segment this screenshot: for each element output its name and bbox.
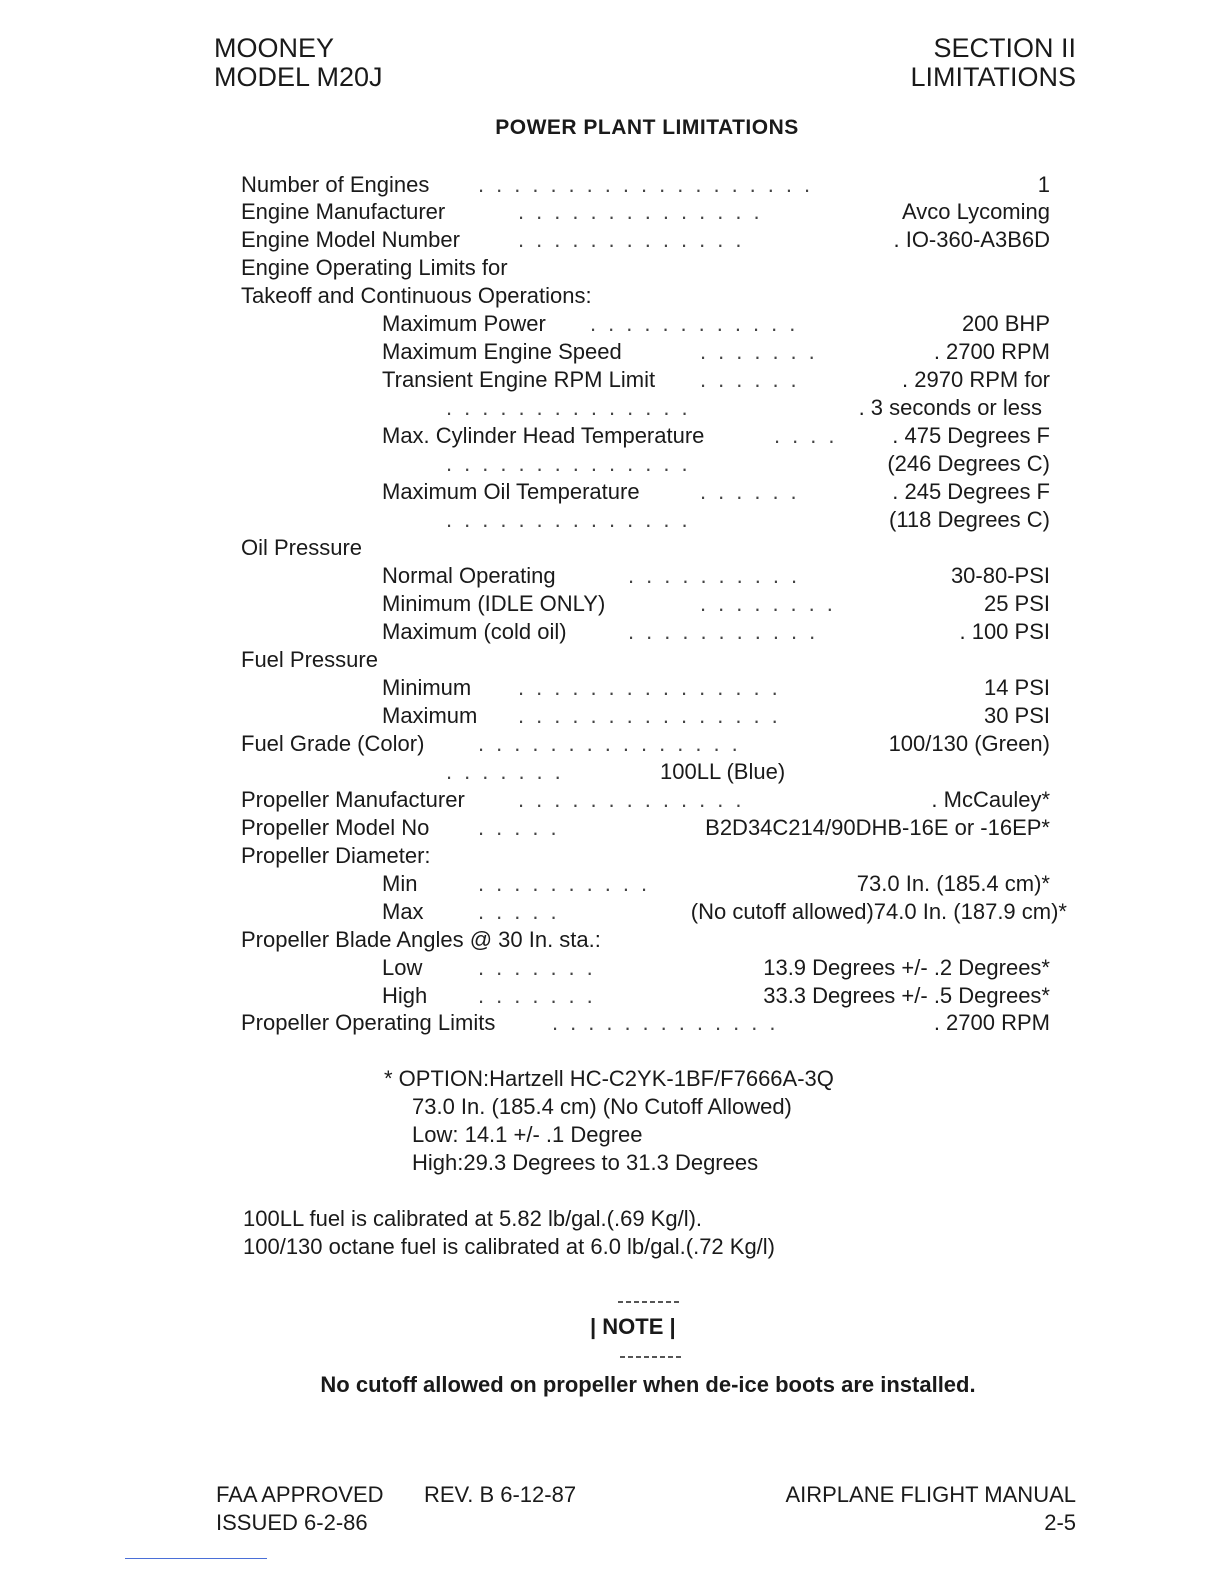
- row-value: . 3 seconds or less: [858, 395, 1042, 420]
- option-line-4: High:29.3 Degrees to 31.3 Degrees: [412, 1150, 759, 1175]
- row-value: . 2700 RPM: [933, 1010, 1050, 1035]
- footer-faa-approved: FAA APPROVED: [216, 1482, 384, 1507]
- row-label: Maximum (cold oil): [382, 619, 567, 644]
- leader-dots: ........: [700, 591, 845, 616]
- leader-dots: ..............: [446, 507, 700, 532]
- row-value: . 2700 RPM: [933, 339, 1050, 364]
- header-model: MODEL M20J: [214, 62, 383, 92]
- row-max-power: [0, 310, 1224, 338]
- row-transient: [0, 366, 1224, 394]
- row-label: Normal Operating: [382, 563, 556, 588]
- option-line-3: Low: 14.1 +/- .1 Degree: [412, 1122, 643, 1147]
- row-max-cold: [0, 618, 1224, 646]
- row-label: Fuel Pressure: [241, 647, 378, 672]
- leader-dots: ..............: [446, 395, 700, 420]
- row-label: Maximum: [382, 703, 478, 728]
- row-num-engines: [0, 171, 1224, 199]
- row-value: 100LL (Blue): [660, 759, 786, 784]
- footer-page-number: 2-5: [1044, 1510, 1076, 1535]
- footer-revision: REV. B 6-12-87: [424, 1482, 577, 1507]
- row-label: Propeller Blade Angles @ 30 In. sta.:: [241, 927, 601, 952]
- footer-issued: ISSUED 6-2-86: [216, 1510, 368, 1535]
- row-angle-low: [0, 954, 1224, 982]
- note-label: NOTE: [602, 1314, 664, 1339]
- row-label: Transient Engine RPM Limit: [382, 367, 656, 392]
- row-engine-model: [0, 226, 1224, 254]
- row-cht: [0, 422, 1224, 450]
- leader-dots: ...............: [478, 731, 750, 756]
- row-label: Propeller Manufacturer: [241, 787, 465, 812]
- note-rule-top: [618, 1301, 680, 1303]
- row-oil-temp-c: [0, 506, 1224, 534]
- leader-dots: ...................: [478, 172, 823, 197]
- row-value: . 2970 RPM for: [902, 367, 1050, 392]
- row-cht-c: [0, 450, 1224, 478]
- row-fuel-grade-2: [0, 758, 1224, 786]
- leader-dots: ............: [590, 311, 808, 336]
- row-oil-pressure: [0, 534, 1224, 562]
- row-label: Min: [382, 871, 418, 896]
- leader-dots: .....: [478, 899, 569, 924]
- row-label: Max: [382, 899, 424, 924]
- leader-dots: .......: [478, 983, 605, 1008]
- row-label: Maximum Engine Speed: [382, 339, 622, 364]
- row-label: Oil Pressure: [241, 535, 363, 560]
- option-line-1: * OPTION:Hartzell HC-C2YK-1BF/F7666A-3Q: [384, 1066, 834, 1091]
- row-label: High: [382, 983, 428, 1008]
- row-label: Low: [382, 955, 423, 980]
- row-value: . 100 PSI: [959, 619, 1050, 644]
- leader-dots: .............: [552, 1010, 788, 1035]
- header-right: [910, 34, 1076, 92]
- row-value: 30 PSI: [983, 703, 1050, 728]
- leader-dots: ...............: [518, 675, 790, 700]
- leader-dots: .............: [518, 787, 754, 812]
- row-value: 25 PSI: [983, 591, 1050, 616]
- header-section: SECTION II: [933, 33, 1076, 63]
- row-value: . 245 Degrees F: [892, 479, 1050, 504]
- row-value: 33.3 Degrees +/- .5 Degrees*: [763, 983, 1050, 1008]
- row-value: (118 Degrees C): [889, 507, 1050, 532]
- row-fuel-grade: [0, 730, 1224, 758]
- row-label: Propeller Diameter:: [241, 843, 431, 868]
- row-prop-limits: [0, 1009, 1224, 1037]
- row-transient-cont: [0, 394, 1224, 422]
- row-value: . McCauley*: [931, 787, 1050, 812]
- footer-manual-title: AIRPLANE FLIGHT MANUAL: [785, 1482, 1076, 1507]
- row-fuel-max: [0, 702, 1224, 730]
- row-label: Minimum: [382, 675, 472, 700]
- note-bar-left: |: [590, 1314, 603, 1339]
- leader-dots: ......: [700, 367, 809, 392]
- row-value: 200 BHP: [961, 311, 1050, 336]
- row-value: Avco Lycoming: [902, 199, 1050, 224]
- row-label: Propeller Operating Limits: [241, 1010, 496, 1035]
- option-line-2: 73.0 In. (185.4 cm) (No Cutoff Allowed): [412, 1094, 792, 1119]
- row-max-speed: [0, 338, 1224, 366]
- row-oil-temp: [0, 478, 1224, 506]
- leader-dots: .......: [446, 759, 573, 784]
- row-value: (246 Degrees C): [887, 451, 1050, 476]
- fuel-note-2: 100/130 octane fuel is calibrated at 6.0 lb/gal.(.72 Kg/l): [243, 1234, 776, 1259]
- leader-dots: .............: [518, 227, 754, 252]
- row-blade-angles: [0, 926, 1224, 954]
- row-op-limits-2: [0, 282, 1224, 310]
- row-label: Takeoff and Continuous Operations:: [241, 283, 592, 308]
- leader-dots: ...........: [628, 619, 828, 644]
- leader-dots: ......: [700, 479, 809, 504]
- row-label: Number of Engines: [241, 172, 430, 197]
- footer-rule: [125, 1558, 267, 1559]
- header-limitations: LIMITATIONS: [910, 62, 1076, 92]
- row-value: (No cutoff allowed)74.0 In. (187.9 cm)*: [690, 899, 1067, 924]
- row-label: Fuel Grade (Color): [241, 731, 425, 756]
- row-value: 13.9 Degrees +/- .2 Degrees*: [763, 955, 1050, 980]
- row-value: B2D34C214/90DHB-16E or -16EP*: [705, 815, 1050, 840]
- header-left: [214, 34, 383, 92]
- row-diam-max: [0, 898, 1224, 926]
- leader-dots: ..........: [628, 563, 810, 588]
- leader-dots: ....: [774, 423, 847, 448]
- row-label: Propeller Model No: [241, 815, 430, 840]
- leader-dots: ..............: [446, 451, 700, 476]
- row-label: Engine Model Number: [241, 227, 460, 252]
- row-fuel-pressure: [0, 646, 1224, 674]
- note-bar-right: |: [663, 1314, 676, 1339]
- row-normal-op: [0, 562, 1224, 590]
- note-text: No cutoff allowed on propeller when de-ice boots are installed.: [320, 1372, 976, 1397]
- row-value: . IO-360-A3B6D: [893, 227, 1050, 252]
- leader-dots: .......: [700, 339, 827, 364]
- row-fuel-min: [0, 674, 1224, 702]
- row-value: 1: [1037, 172, 1050, 197]
- row-engine-mfr: [0, 198, 1224, 226]
- leader-dots: ...............: [518, 703, 790, 728]
- row-prop-diam: [0, 842, 1224, 870]
- page-title: POWER PLANT LIMITATIONS: [495, 116, 799, 139]
- leader-dots: ..............: [518, 199, 772, 224]
- row-diam-min: [0, 870, 1224, 898]
- row-value: 14 PSI: [983, 675, 1050, 700]
- row-value: 100/130 (Green): [888, 731, 1050, 756]
- row-label: Engine Operating Limits for: [241, 255, 508, 280]
- row-label: Maximum Power: [382, 311, 546, 336]
- header-mooney: MOONEY: [214, 33, 335, 63]
- row-value: . 475 Degrees F: [892, 423, 1050, 448]
- row-label: Max. Cylinder Head Temperature: [382, 423, 705, 448]
- fuel-note-1: 100LL fuel is calibrated at 5.82 lb/gal.(.69 Kg/l).: [243, 1206, 703, 1231]
- leader-dots: .......: [478, 955, 605, 980]
- row-label: Engine Manufacturer: [241, 199, 446, 224]
- row-op-limits-1: [0, 254, 1224, 282]
- leader-dots: .....: [478, 815, 569, 840]
- leader-dots: ..........: [478, 871, 660, 896]
- note-rule-bottom: [620, 1356, 684, 1358]
- row-prop-model: [0, 814, 1224, 842]
- row-label: Maximum Oil Temperature: [382, 479, 640, 504]
- row-prop-mfr: [0, 786, 1224, 814]
- row-value: 73.0 In. (185.4 cm)*: [856, 871, 1050, 896]
- row-value: 30-80-PSI: [950, 563, 1050, 588]
- note-box: [590, 1314, 676, 1340]
- row-angle-high: [0, 982, 1224, 1010]
- row-min-idle: [0, 590, 1224, 618]
- row-label: Minimum (IDLE ONLY): [382, 591, 606, 616]
